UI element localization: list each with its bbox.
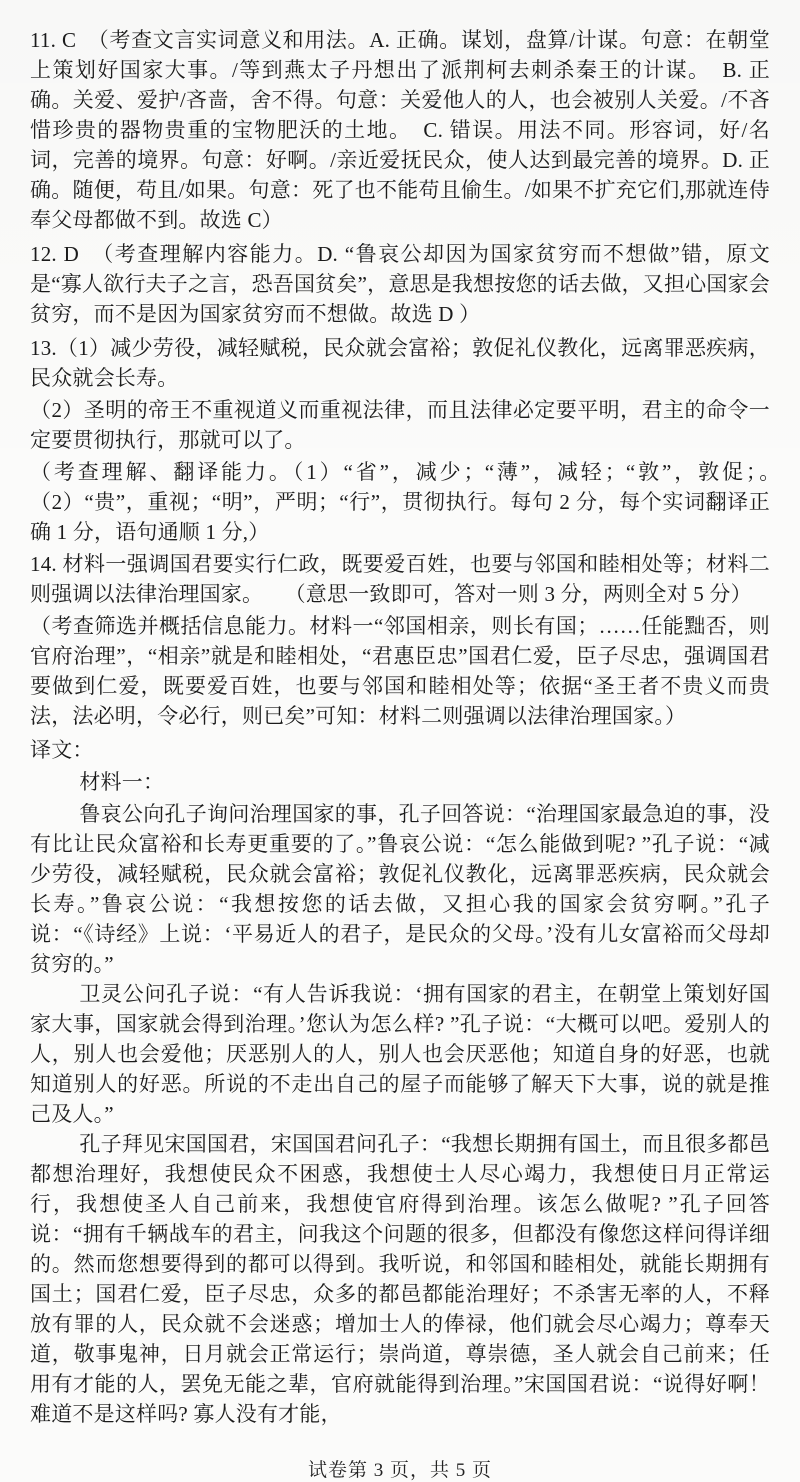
translation-heading: 译文： <box>30 738 94 762</box>
answer-13-part2: （2）圣明的帝王不重视道义而重视法律，而且法律必定要平明，君主的命令一定要贯彻执行，那就可以了。 <box>30 398 770 452</box>
page-footer: 试卷第 3 页，共 5 页 <box>307 1460 492 1481</box>
answer-12: 12. D （考查理解内容能力。D. “鲁哀公却因为国家贫穷而不想做”错，原文是“寡人欲行夫子之言，恐吾国贫矣”，意思是我想按您的话去做，又担心国家会贫穷，而不是因为国家贫穷而不想做。故选 D ） <box>30 242 770 326</box>
answer-11: 11. C （考查文言实词意义和用法。A. 正确。谋划，盘算/计谋。句意：在朝堂上策划好国家大事。/等到燕太子丹想出了派荆柯去刺杀秦王的计谋。 B. 正确。关爱、爱护/吝啬，舍不得。句意：关爱他人的人，也会被别人关爱。/不吝惜珍贵的器物贵重的宝物肥沃的土地。 C. 错误。用法不同。形容词，好/名词，完善的境界。句意：好啊。/亲近爱抚民众，使人达到最完善的境界。D. 正确。随便，苟且/如果。句意：死了也不能苟且偷生。/如果不扩充它们,那就连侍奉父母都做不到。故选 C） <box>30 28 770 232</box>
answer-13-grading-note: （考查理解、翻译能力。（1）“省”，减少；“薄”，减轻；“敦”，敦促；。 （2）“贵”，重视；“明”，严明；“行”，贯彻执行。每句 2 分，每个实词翻译正确 1 分，语句通顺 1 分,） <box>30 460 792 544</box>
translation-paragraph-song-ruler: 孔子拜见宋国国君，宋国国君问孔子：“我想长期拥有国土，而且很多都邑都想治理好，我想使民众不困惑，我想使士人尽心竭力，我想使日月正常运行，我想使圣人自己前来，我想使官府得到治理。该怎么做呢? ”孔子回答说：“拥有千辆战车的君主，问我这个问题的很多，但都没有像您这样问得详细的。然而您想要得到的都可以得到。我听说，和邻国和睦相处，就能长期拥有国土；国君仁爱，臣子尽忠，众多的都邑都能治理好；不杀害无率的人，不释放有罪的人，民众就不会迷惑；增加士人的俸禄，他们就会尽心竭力；尊奉天道，敬事鬼神，日月就会正常运行；崇尚道，尊崇德，圣人就会自己前来；任用有才能的人，罢免无能之辈，官府就能得到治理。”宋国国君说：“说得好啊！难道不是这样吗? 寡人没有才能， <box>30 1132 770 1426</box>
answer-14-grading-note: （考查筛选并概括信息能力。材料一“邻国相亲，则长有国；……任能黜否，则官府治理”，“相亲”就是和睦相处，“君惠臣忠”国君仁爱，臣子尽忠，强调国君要做到仁爱，既要爱百姓，也要与邻国和睦相处等；依据“圣王者不贵义而贵法，法必明，令必行，则已矣”可知：材料二则强调以法律治理国家。） <box>30 614 770 728</box>
translation-paragraph-wei-linggong: 卫灵公问孔子说：“有人告诉我说：‘拥有国家的君主，在朝堂上策划好国家大事，国家就会得到治理。’您认为怎么样? ”孔子说：“大概可以吧。爱别人的人，别人也会爱他；厌恶别人的人，别人也会厌恶他；知道自身的好恶，也就知道别人的好恶。所说的不走出自己的屋子而能够了解天下大事，说的就是推己及人。” <box>30 982 770 1126</box>
translation-material-1-subheading: 材料一： <box>79 770 165 794</box>
translation-paragraph-lu-aigong: 鲁哀公向孔子询问治理国家的事，孔子回答说：“治理国家最急迫的事，没有比让民众富裕和长寿更重要的了。”鲁哀公说：“怎么能做到呢? ”孔子说：“减少劳役，减轻赋税，民众就会富裕；敦促礼仪教化，远离罪恶疾病，民众就会长寿。”鲁哀公说：“我想按您的话去做，又担心我的国家会贫穷啊。”孔子说：“《诗经》上说：‘平易近人的君子，是民众的父母。’没有儿女富裕而父母却贫穷的。” <box>30 802 770 976</box>
answer-14: 14. 材料一强调国君要实行仁政，既要爱百姓，也要与邻国和睦相处等；材料二则强调以法律治理国家。 （意思一致即可，答对一则 3 分，两则全对 5 分） <box>30 552 770 606</box>
answer-13-part1: 13.（1）减少劳役，减轻赋税，民众就会富裕；敦促礼仪教化，远离罪恶疾病，民众就会长寿。 <box>30 336 770 390</box>
